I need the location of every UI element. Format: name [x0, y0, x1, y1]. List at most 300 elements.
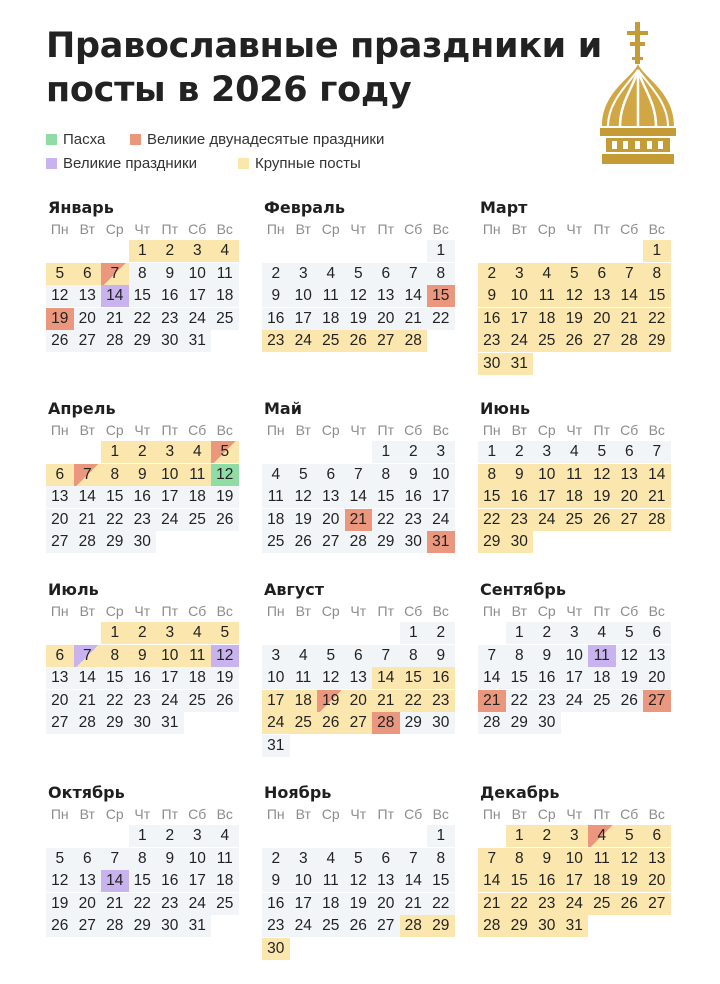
- weekday-label: Пн: [50, 422, 69, 438]
- day-cell: 18: [533, 308, 561, 330]
- month-name: Сентябрь: [480, 580, 566, 599]
- day-cell: 14: [74, 667, 102, 689]
- day-cell: 14: [345, 486, 373, 508]
- day-cell: 14: [101, 870, 129, 892]
- day-cell: 7: [400, 263, 428, 285]
- day-cell: 21: [643, 486, 671, 508]
- day-cell: 21: [101, 893, 129, 915]
- day-cell: 2: [400, 441, 428, 463]
- day-cell: 2: [533, 825, 561, 847]
- day-cell: 14: [616, 285, 644, 307]
- day-cell: 30: [506, 531, 534, 553]
- day-cell: 31: [561, 915, 589, 937]
- day-cell: 10: [184, 263, 212, 285]
- day-cell: 26: [290, 531, 318, 553]
- day-cell: 30: [478, 353, 506, 375]
- legend-item-fasts: [238, 155, 361, 172]
- day-cell: 22: [101, 509, 129, 531]
- weekday-label: Пн: [50, 603, 69, 619]
- day-cell: 5: [616, 622, 644, 644]
- day-cell: 21: [372, 690, 400, 712]
- day-cell: 24: [506, 330, 534, 352]
- day-cell: 13: [74, 870, 102, 892]
- weekday-label: Сб: [620, 806, 639, 822]
- month-name: Апрель: [48, 399, 116, 418]
- day-cell: 17: [427, 486, 455, 508]
- day-cell: 21: [74, 690, 102, 712]
- day-cell: 22: [372, 509, 400, 531]
- day-cell: 3: [427, 441, 455, 463]
- day-cell: 20: [46, 690, 74, 712]
- day-cell: 6: [372, 848, 400, 870]
- month-name: Июнь: [480, 399, 531, 418]
- day-cell: 18: [211, 285, 239, 307]
- day-cell: 1: [506, 622, 534, 644]
- weekday-label: Пт: [593, 806, 610, 822]
- day-cell: 13: [643, 645, 671, 667]
- weekday-label: Пн: [482, 603, 501, 619]
- day-cell: 31: [427, 531, 455, 553]
- day-cell: 23: [427, 690, 455, 712]
- weekday-label: Чт: [350, 422, 367, 438]
- day-cell: 10: [156, 464, 184, 486]
- day-cell: 9: [129, 645, 157, 667]
- day-cell: 24: [184, 893, 212, 915]
- day-cell: 17: [184, 285, 212, 307]
- day-cell: 29: [643, 330, 671, 352]
- legend-swatch-great-feasts: [46, 158, 57, 169]
- day-cell: 16: [262, 893, 290, 915]
- day-cell: 17: [262, 690, 290, 712]
- day-cell: 21: [478, 893, 506, 915]
- day-cell: 27: [643, 893, 671, 915]
- legend-item-twelve-feasts: [130, 131, 384, 148]
- weekday-label: Вс: [432, 422, 449, 438]
- page-title: Православные праздники и посты в 2026 году: [46, 26, 603, 110]
- day-cell: 19: [46, 308, 74, 330]
- day-cell: 28: [101, 330, 129, 352]
- day-cell: 20: [616, 486, 644, 508]
- day-cell: 7: [345, 464, 373, 486]
- day-cell: 5: [46, 263, 74, 285]
- weekday-label: Пт: [161, 422, 178, 438]
- day-cell: 7: [478, 848, 506, 870]
- day-cell: 3: [506, 263, 534, 285]
- day-cell: 9: [156, 848, 184, 870]
- day-cell: 3: [156, 441, 184, 463]
- legend-item-great-feasts: [46, 155, 197, 172]
- day-cell: 26: [211, 690, 239, 712]
- day-cell: 3: [290, 848, 318, 870]
- weekday-label: Ср: [105, 422, 124, 438]
- day-cell: 2: [129, 441, 157, 463]
- day-cell: 27: [317, 531, 345, 553]
- weekday-label: Пн: [482, 422, 501, 438]
- day-cell: 28: [74, 712, 102, 734]
- day-cell: 16: [533, 870, 561, 892]
- day-cell: 15: [372, 486, 400, 508]
- day-cell: 5: [290, 464, 318, 486]
- weekday-label: Пт: [593, 422, 610, 438]
- day-cell: 14: [74, 486, 102, 508]
- day-cell: 26: [616, 690, 644, 712]
- day-cell: 3: [290, 263, 318, 285]
- day-cell: 13: [643, 848, 671, 870]
- weekday-label: Пт: [161, 221, 178, 237]
- day-cell: 1: [101, 622, 129, 644]
- weekday-label: Вт: [511, 603, 527, 619]
- day-cell: 9: [533, 645, 561, 667]
- month-name: Июль: [48, 580, 99, 599]
- day-cell: 26: [46, 915, 74, 937]
- day-cell: 11: [588, 645, 616, 667]
- day-cell: 20: [372, 308, 400, 330]
- day-cell: 25: [211, 308, 239, 330]
- day-cell: 29: [129, 330, 157, 352]
- day-cell: 6: [616, 441, 644, 463]
- day-cell: 3: [561, 622, 589, 644]
- day-cell: 25: [290, 712, 318, 734]
- day-cell: 20: [317, 509, 345, 531]
- day-cell: 20: [74, 308, 102, 330]
- day-cell: 2: [506, 441, 534, 463]
- day-cell: 22: [478, 509, 506, 531]
- day-cell: 30: [156, 330, 184, 352]
- weekday-label: Чт: [566, 603, 583, 619]
- day-cell: 20: [345, 690, 373, 712]
- weekday-label: Чт: [134, 603, 151, 619]
- day-cell: 11: [184, 645, 212, 667]
- day-cell: 25: [588, 690, 616, 712]
- day-cell: 23: [506, 509, 534, 531]
- weekday-label: Ср: [321, 806, 340, 822]
- day-cell: 17: [156, 667, 184, 689]
- day-cell: 28: [643, 509, 671, 531]
- day-cell: 16: [506, 486, 534, 508]
- weekday-label: Вт: [511, 221, 527, 237]
- day-cell: 6: [46, 645, 74, 667]
- day-cell: 1: [372, 441, 400, 463]
- day-cell: 18: [184, 667, 212, 689]
- day-cell: 6: [643, 825, 671, 847]
- weekday-label: Пн: [482, 806, 501, 822]
- month-name: Февраль: [264, 198, 345, 217]
- weekday-label: Пн: [482, 221, 501, 237]
- day-cell: 15: [129, 285, 157, 307]
- day-cell: 25: [317, 915, 345, 937]
- weekday-label: Вс: [432, 603, 449, 619]
- day-cell: 27: [372, 330, 400, 352]
- weekday-label: Сб: [404, 603, 423, 619]
- day-cell: 18: [561, 486, 589, 508]
- day-cell: 15: [101, 486, 129, 508]
- day-cell: 30: [129, 712, 157, 734]
- day-cell: 31: [184, 330, 212, 352]
- day-cell: 2: [156, 825, 184, 847]
- day-cell: 23: [533, 690, 561, 712]
- day-cell: 7: [372, 645, 400, 667]
- day-cell: 13: [74, 285, 102, 307]
- weekday-label: Пт: [377, 603, 394, 619]
- day-cell: 16: [129, 486, 157, 508]
- weekday-label: Сб: [188, 603, 207, 619]
- day-cell: 3: [533, 441, 561, 463]
- day-cell: 9: [506, 464, 534, 486]
- day-cell: 27: [643, 690, 671, 712]
- day-cell: 29: [372, 531, 400, 553]
- day-cell: 23: [478, 330, 506, 352]
- church-dome-icon: [598, 22, 678, 166]
- day-cell: 2: [533, 622, 561, 644]
- month-name: Октябрь: [48, 783, 125, 802]
- day-cell: 8: [643, 263, 671, 285]
- weekday-label: Сб: [620, 221, 639, 237]
- day-cell: 6: [643, 622, 671, 644]
- weekday-label: Сб: [620, 603, 639, 619]
- day-cell: 30: [262, 938, 290, 960]
- day-cell: 23: [262, 915, 290, 937]
- day-cell: 19: [211, 486, 239, 508]
- day-cell: 7: [478, 645, 506, 667]
- day-cell: 22: [506, 893, 534, 915]
- weekday-label: Пн: [50, 221, 69, 237]
- day-cell: 27: [345, 712, 373, 734]
- day-cell: 16: [156, 285, 184, 307]
- day-cell: 26: [345, 330, 373, 352]
- weekday-label: Пн: [266, 603, 285, 619]
- day-cell: 22: [101, 690, 129, 712]
- weekday-label: Ср: [537, 603, 556, 619]
- day-cell: 24: [561, 893, 589, 915]
- day-cell: 3: [156, 622, 184, 644]
- day-cell: 28: [372, 712, 400, 734]
- day-cell: 2: [478, 263, 506, 285]
- day-cell: 26: [616, 893, 644, 915]
- day-cell: 11: [211, 263, 239, 285]
- day-cell: 29: [427, 915, 455, 937]
- legend-swatch-fasts: [238, 158, 249, 169]
- day-cell: 13: [372, 870, 400, 892]
- day-cell: 4: [533, 263, 561, 285]
- day-cell: 28: [74, 531, 102, 553]
- weekday-label: Пт: [593, 603, 610, 619]
- legend-item-easter: [46, 131, 105, 148]
- day-cell: 15: [427, 870, 455, 892]
- day-cell: 29: [129, 915, 157, 937]
- legend-label: Великие двунадесятые праздники: [147, 131, 385, 148]
- day-cell: 19: [588, 486, 616, 508]
- month-name: Август: [264, 580, 325, 599]
- day-cell: 6: [74, 848, 102, 870]
- day-cell: 22: [427, 893, 455, 915]
- day-cell: 8: [427, 848, 455, 870]
- day-cell: 30: [400, 531, 428, 553]
- weekday-label: Вт: [295, 422, 311, 438]
- day-cell: 22: [427, 308, 455, 330]
- day-cell: 27: [616, 509, 644, 531]
- month-name: Ноябрь: [264, 783, 332, 802]
- day-cell: 9: [427, 645, 455, 667]
- day-cell: 5: [211, 441, 239, 463]
- day-cell: 15: [101, 667, 129, 689]
- day-cell: 4: [184, 622, 212, 644]
- day-cell: 16: [400, 486, 428, 508]
- day-cell: 11: [184, 464, 212, 486]
- day-cell: 10: [290, 870, 318, 892]
- day-cell: 28: [345, 531, 373, 553]
- day-cell: 20: [46, 509, 74, 531]
- day-cell: 3: [184, 240, 212, 262]
- day-cell: 18: [588, 870, 616, 892]
- day-cell: 13: [46, 667, 74, 689]
- day-cell: 8: [129, 848, 157, 870]
- weekday-label: Пн: [266, 806, 285, 822]
- day-cell: 26: [561, 330, 589, 352]
- day-cell: 14: [478, 667, 506, 689]
- day-cell: 27: [74, 330, 102, 352]
- weekday-label: Пт: [593, 221, 610, 237]
- weekday-label: Ср: [105, 221, 124, 237]
- weekday-label: Вт: [511, 806, 527, 822]
- day-cell: 9: [533, 848, 561, 870]
- day-cell: 12: [290, 486, 318, 508]
- day-cell: 18: [317, 893, 345, 915]
- weekday-label: Вт: [79, 422, 95, 438]
- day-cell: 8: [427, 263, 455, 285]
- day-cell: 23: [129, 509, 157, 531]
- legend-label: Крупные посты: [255, 155, 361, 172]
- day-cell: 15: [478, 486, 506, 508]
- day-cell: 2: [262, 263, 290, 285]
- day-cell: 15: [129, 870, 157, 892]
- day-cell: 23: [129, 690, 157, 712]
- day-cell: 25: [184, 690, 212, 712]
- day-cell: 20: [74, 893, 102, 915]
- day-cell: 9: [478, 285, 506, 307]
- day-cell: 19: [345, 893, 373, 915]
- day-cell: 25: [211, 893, 239, 915]
- day-cell: 10: [427, 464, 455, 486]
- month-name: Март: [480, 198, 528, 217]
- day-cell: 14: [372, 667, 400, 689]
- day-cell: 11: [561, 464, 589, 486]
- day-cell: 23: [262, 330, 290, 352]
- day-cell: 1: [427, 825, 455, 847]
- day-cell: 7: [400, 848, 428, 870]
- weekday-label: Пн: [50, 806, 69, 822]
- weekday-label: Вт: [79, 806, 95, 822]
- day-cell: 17: [561, 870, 589, 892]
- day-cell: 8: [506, 645, 534, 667]
- weekday-label: Сб: [404, 806, 423, 822]
- weekday-label: Ср: [105, 806, 124, 822]
- day-cell: 28: [616, 330, 644, 352]
- weekday-label: Вс: [648, 806, 665, 822]
- day-cell: 7: [101, 848, 129, 870]
- day-cell: 20: [643, 667, 671, 689]
- day-cell: 4: [588, 825, 616, 847]
- weekday-label: Вт: [295, 221, 311, 237]
- weekday-label: Сб: [188, 422, 207, 438]
- day-cell: 13: [616, 464, 644, 486]
- day-cell: 5: [345, 848, 373, 870]
- day-cell: 13: [317, 486, 345, 508]
- weekday-label: Сб: [188, 806, 207, 822]
- day-cell: 22: [129, 308, 157, 330]
- day-cell: 10: [262, 667, 290, 689]
- day-cell: 29: [101, 531, 129, 553]
- day-cell: 1: [427, 240, 455, 262]
- day-cell: 19: [317, 690, 345, 712]
- day-cell: 27: [588, 330, 616, 352]
- weekday-label: Сб: [188, 221, 207, 237]
- day-cell: 4: [262, 464, 290, 486]
- day-cell: 26: [345, 915, 373, 937]
- day-cell: 9: [262, 285, 290, 307]
- day-cell: 9: [400, 464, 428, 486]
- day-cell: 12: [616, 645, 644, 667]
- day-cell: 1: [400, 622, 428, 644]
- day-cell: 3: [262, 645, 290, 667]
- day-cell: 4: [317, 263, 345, 285]
- day-cell: 16: [533, 667, 561, 689]
- day-cell: 8: [506, 848, 534, 870]
- day-cell: 4: [317, 848, 345, 870]
- day-cell: 11: [317, 285, 345, 307]
- day-cell: 8: [129, 263, 157, 285]
- day-cell: 28: [478, 712, 506, 734]
- day-cell: 16: [427, 667, 455, 689]
- day-cell: 19: [211, 667, 239, 689]
- weekday-label: Ср: [537, 422, 556, 438]
- weekday-label: Чт: [566, 422, 583, 438]
- day-cell: 17: [290, 308, 318, 330]
- weekday-label: Вс: [216, 422, 233, 438]
- day-cell: 20: [588, 308, 616, 330]
- day-cell: 2: [262, 848, 290, 870]
- day-cell: 8: [101, 645, 129, 667]
- day-cell: 27: [46, 531, 74, 553]
- day-cell: 18: [317, 308, 345, 330]
- day-cell: 12: [345, 870, 373, 892]
- day-cell: 13: [46, 486, 74, 508]
- day-cell: 5: [46, 848, 74, 870]
- day-cell: 18: [588, 667, 616, 689]
- weekday-label: Пт: [377, 221, 394, 237]
- day-cell: 4: [211, 240, 239, 262]
- day-cell: 19: [46, 893, 74, 915]
- day-cell: 25: [317, 330, 345, 352]
- weekday-label: Вс: [216, 806, 233, 822]
- day-cell: 16: [262, 308, 290, 330]
- day-cell: 10: [506, 285, 534, 307]
- day-cell: 16: [478, 308, 506, 330]
- day-cell: 19: [345, 308, 373, 330]
- day-cell: 8: [400, 645, 428, 667]
- day-cell: 8: [101, 464, 129, 486]
- day-cell: 31: [262, 735, 290, 757]
- weekday-label: Вс: [432, 221, 449, 237]
- day-cell: 24: [561, 690, 589, 712]
- day-cell: 24: [184, 308, 212, 330]
- day-cell: 1: [129, 825, 157, 847]
- day-cell: 7: [101, 263, 129, 285]
- day-cell: 19: [290, 509, 318, 531]
- day-cell: 21: [101, 308, 129, 330]
- day-cell: 9: [156, 263, 184, 285]
- legend-swatch-easter: [46, 134, 57, 145]
- day-cell: 5: [317, 645, 345, 667]
